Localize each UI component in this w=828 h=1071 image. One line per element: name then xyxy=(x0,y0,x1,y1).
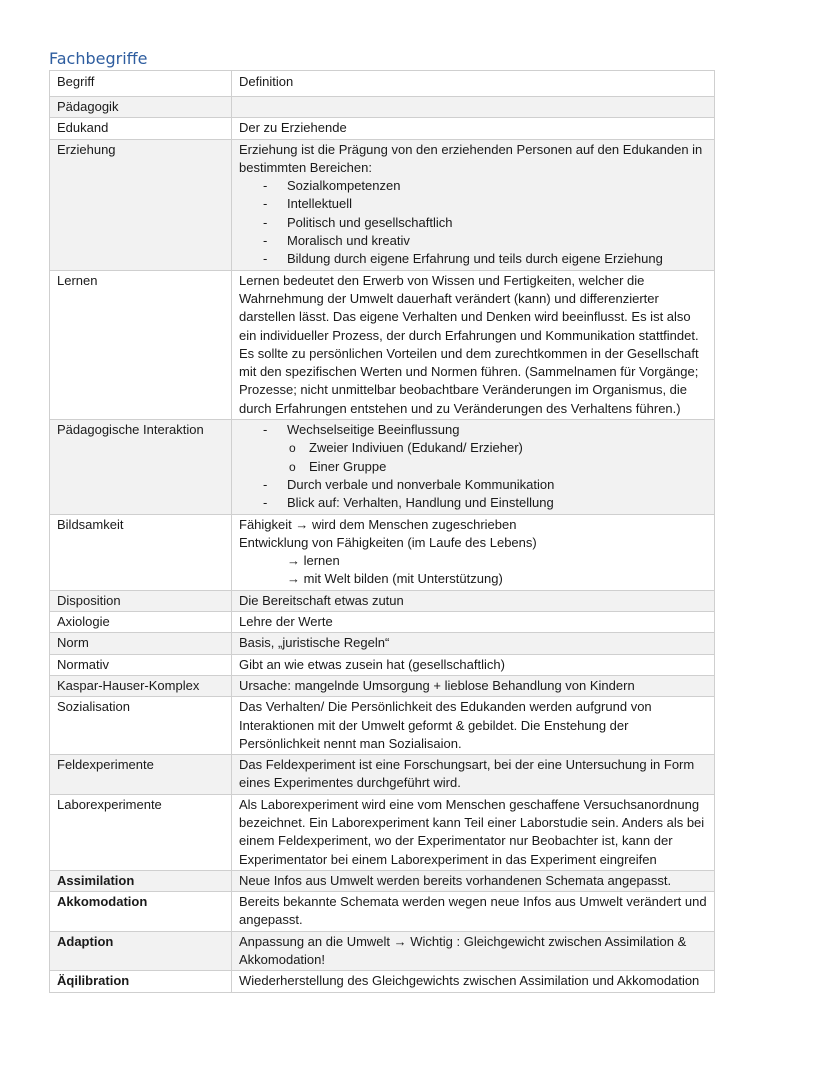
table-row xyxy=(50,97,715,118)
table-header-row xyxy=(50,71,715,97)
term-cell: Adaption xyxy=(50,931,232,971)
definition-cell: Als Laborexperiment wird eine vom Menschen geschaffene Versuchsanordnung bezeichnet. Ein Laborexperiment kann Teil einer Laborstudie sein. Anders als bei einem Feldexperiment, wo der Experimentator nur Beobachter ist, kann der Experimentator bei einem Laborexperiment in das Experiment eingreifen xyxy=(232,794,715,870)
term-cell: Bildsamkeit xyxy=(50,514,232,590)
term-cell: Disposition xyxy=(50,590,232,611)
term-cell: Normativ xyxy=(50,654,232,675)
definition-cell: Ursache: mangelnde Umsorgung + lieblose Behandlung von Kindern xyxy=(232,675,715,696)
definition-cell: Der zu Erziehende xyxy=(232,118,715,139)
definition-cell: Wiederherstellung des Gleichgewichts zwischen Assimilation und Akkomodation xyxy=(232,971,715,992)
table-row xyxy=(50,675,715,696)
term-cell: Sozialisation xyxy=(50,697,232,755)
term-cell: Axiologie xyxy=(50,612,232,633)
arrow-line: → lernen xyxy=(287,553,340,569)
list-item: - Moralisch und kreativ xyxy=(257,232,707,250)
term-cell: Kaspar-Hauser-Komplex xyxy=(50,675,232,696)
term-cell: Laborexperimente xyxy=(50,794,232,870)
bullet-list xyxy=(239,177,707,268)
definition-cell xyxy=(232,139,715,270)
term-cell: Akkomodation xyxy=(50,892,232,932)
table-row xyxy=(50,654,715,675)
list-item: - Intellektuell xyxy=(257,195,707,213)
definition-cell xyxy=(232,420,715,514)
table-row xyxy=(50,633,715,654)
table-row xyxy=(50,697,715,755)
table-row xyxy=(50,139,715,270)
definition-cell: Bereits bekannte Schemata werden wegen neue Infos aus Umwelt verändert und angepasst. xyxy=(232,892,715,932)
definition-cell: Gibt an wie etwas zusein hat (gesellschaftlich) xyxy=(232,654,715,675)
bullet-list xyxy=(239,421,707,439)
list-item: - Politisch und gesellschaftlich xyxy=(257,214,707,232)
table-row xyxy=(50,870,715,891)
term-cell: Erziehung xyxy=(50,139,232,270)
arrow-line: → mit Welt bilden (mit Unterstützung) xyxy=(287,571,503,587)
definition-line: Fähigkeit → wird dem Menschen zugeschrieben xyxy=(239,516,517,532)
bullet-list xyxy=(239,476,707,513)
list-item-text: Wechselseitige Beeinflussung xyxy=(287,422,460,438)
definition-cell xyxy=(232,97,715,118)
term-cell: Äqilibration xyxy=(50,971,232,992)
definition-cell: Lehre der Werte xyxy=(232,612,715,633)
page-title: Fachbegriffe xyxy=(49,49,148,68)
table-row xyxy=(50,971,715,992)
term-cell: Pädagogische Interaktion xyxy=(50,420,232,514)
term-cell: Lernen xyxy=(50,270,232,419)
header-term: Begriff xyxy=(50,71,232,97)
term-cell: Edukand xyxy=(50,118,232,139)
definition-cell: Lernen bedeutet den Erwerb von Wissen und Fertigkeiten, welcher die Wahrnehmung der Umwelt dauerhaft verändert (kann) und differenzierter darstellen lässt. Das eigene Verhalten und Denken wird beeinflusst. Es ist also ein individueller Prozess, der durch Erfahrungen und Kommunikation stattfindet. Es sollte zu persönlichen Vorteilen und dem zurechtkommen in der Gesellschaft mit den spezifischen Werten und Normen führen. (Sammelnamen für Vorgänge; Prozesse; nicht unmittelbar beobachtbare Veränderungen im Organismus, die durch Erfahrungen entstehen und zu Veränderungen des Verhaltens führen.) xyxy=(232,270,715,419)
table-row xyxy=(50,590,715,611)
list-item: - Sozialkompetenzen xyxy=(257,177,707,195)
table-row xyxy=(50,514,715,590)
sub-list-item: o Zweier Indiviuen (Edukand/ Erzieher) xyxy=(283,439,707,457)
table-row xyxy=(50,931,715,971)
definition-cell: Basis, „juristische Regeln“ xyxy=(232,633,715,654)
table-row xyxy=(50,118,715,139)
term-cell: Assimilation xyxy=(50,870,232,891)
term-cell: Pädagogik xyxy=(50,97,232,118)
table-row xyxy=(50,794,715,870)
definition-cell xyxy=(232,514,715,590)
definition-line: Entwicklung von Fähigkeiten (im Laufe des Lebens) xyxy=(239,534,537,550)
definition-cell: Die Bereitschaft etwas zutun xyxy=(232,590,715,611)
list-item: - Blick auf: Verhalten, Handlung und Einstellung xyxy=(257,494,707,512)
table-row xyxy=(50,612,715,633)
list-item: - Durch verbale und nonverbale Kommunikation xyxy=(257,476,707,494)
table-row xyxy=(50,892,715,932)
glossary-table xyxy=(49,70,715,993)
sub-list-item: o Einer Gruppe xyxy=(283,458,707,476)
term-cell: Norm xyxy=(50,633,232,654)
definition-cell: Das Feldexperiment ist eine Forschungsart, bei der eine Untersuchung in Form eines Experimentes durchgeführt wird. xyxy=(232,755,715,795)
table-row xyxy=(50,270,715,419)
table-row xyxy=(50,420,715,514)
sub-bullet-list xyxy=(239,439,707,476)
definition-intro: Erziehung ist die Prägung von den erziehenden Personen auf den Edukanden in bestimmten Bereichen: xyxy=(239,141,703,175)
term-cell: Feldexperimente xyxy=(50,755,232,795)
header-definition: Definition xyxy=(232,71,715,97)
definition-cell: Neue Infos aus Umwelt werden bereits vorhandenen Schemata angepasst. xyxy=(232,870,715,891)
table-row xyxy=(50,755,715,795)
definition-cell: Das Verhalten/ Die Persönlichkeit des Edukanden werden aufgrund von Interaktionen mit der Umwelt geformt & gebildet. Die Enstehung der Persönlichkeit nennt man Sozialisaion. xyxy=(232,697,715,755)
definition-cell: Anpassung an die Umwelt → Wichtig : Gleichgewicht zwischen Assimilation & Akkomodation! xyxy=(232,931,715,971)
list-item xyxy=(257,421,707,439)
list-item: - Bildung durch eigene Erfahrung und teils durch eigene Erziehung xyxy=(257,250,707,268)
